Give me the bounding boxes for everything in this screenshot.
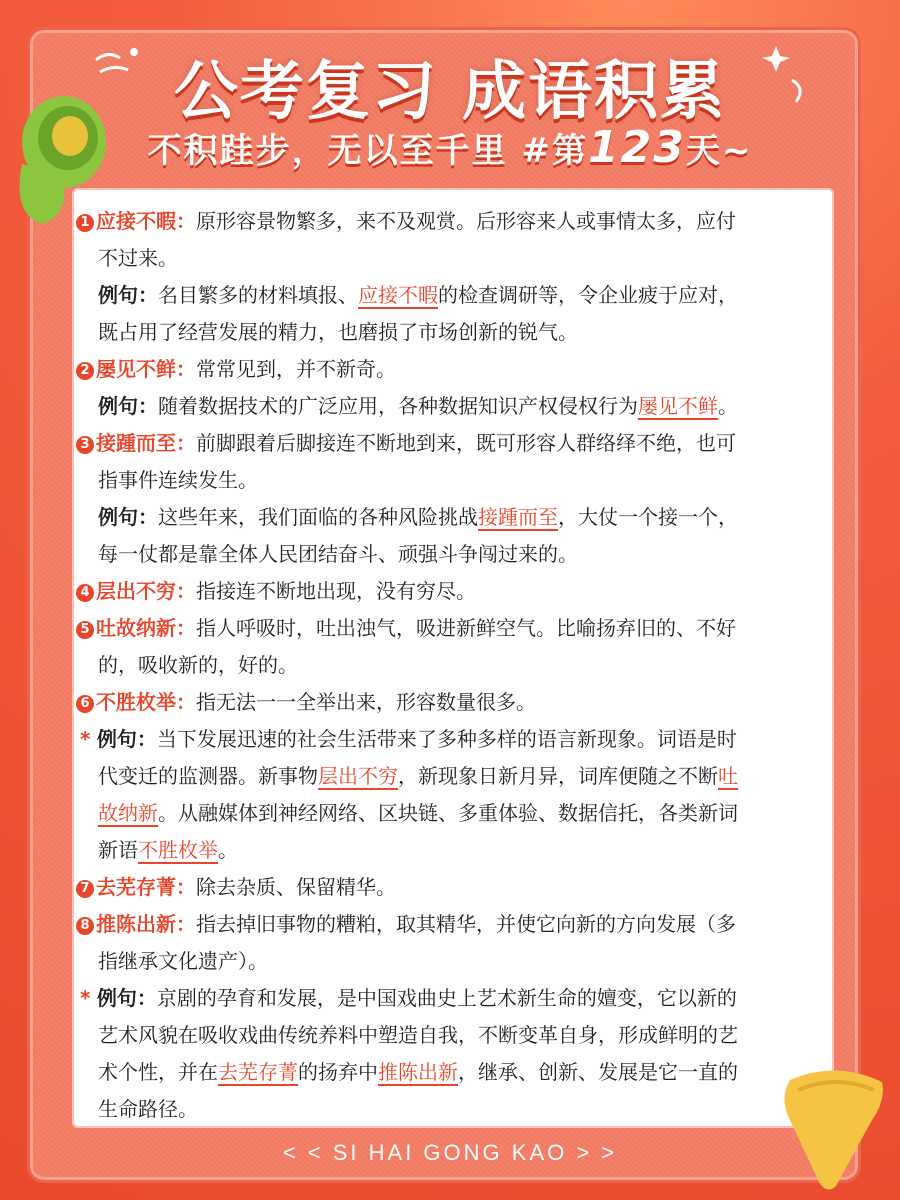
- subtitle-prefix: 不积跬步，无以至千里 #第: [147, 131, 588, 171]
- number-badge: 6: [76, 695, 94, 713]
- idiom-definition: 原形容景物繁多，来不及观赏。后形容来人或事情太多，应付: [196, 209, 736, 233]
- idiom-8-definition-cont: 指继承文化遗产）。: [98, 949, 268, 973]
- number-badge: 3: [76, 436, 94, 454]
- highlighted-idiom: 故纳新: [98, 801, 158, 825]
- combined-example-456-line2: [98, 758, 848, 795]
- idiom-3-definition: [76, 425, 826, 462]
- highlighted-idiom: 接踵而至: [478, 505, 558, 529]
- yellow-triangle-icon: [776, 1060, 896, 1200]
- example-label: 例句：: [96, 986, 157, 1010]
- idiom-term: 屡见不鲜：: [96, 357, 196, 381]
- idiom-4-definition: [76, 573, 826, 610]
- combined-example-78-line3: [98, 1054, 848, 1091]
- example-text: 术个性，并在: [98, 1060, 218, 1084]
- number-badge: 5: [76, 621, 94, 639]
- idiom-term: 吐故纳新：: [96, 616, 196, 640]
- combined-example-78: [80, 980, 830, 1017]
- highlighted-idiom: 不胜枚举: [138, 838, 218, 862]
- highlighted-idiom: 应接不暇: [358, 283, 438, 307]
- example-text: 。: [218, 838, 238, 862]
- combined-example-456-line4: [98, 832, 848, 869]
- idiom-3-example: [98, 499, 848, 536]
- number-badge: 7: [76, 880, 94, 898]
- example-text: 代变迁的监测器。新事物: [98, 764, 318, 788]
- idiom-definition: 指人呼吸时，吐出浊气，吸进新鲜空气。比喻扬弃旧的、不好: [196, 616, 736, 640]
- example-text: 京剧的孕育和发展，是中国戏曲史上艺术新生命的嬗变，它以新的: [156, 986, 737, 1010]
- idiom-7-definition: [76, 869, 826, 906]
- subtitle-suffix: 天~: [685, 131, 753, 171]
- example-text: 。: [718, 394, 738, 418]
- combined-example-456: [80, 721, 830, 758]
- highlighted-idiom: 吐: [718, 764, 738, 788]
- idiom-1-example-cont: 既占用了经营发展的精力，也磨损了市场创新的锐气。: [98, 320, 578, 344]
- combined-example-456-line3: [98, 795, 848, 832]
- page-title: 公考复习 成语积累: [173, 55, 727, 129]
- example-text: ，大仗一个接一个，: [558, 505, 738, 529]
- highlighted-idiom: 屡见不鲜: [638, 394, 718, 418]
- idiom-1-definition: [76, 203, 826, 240]
- example-text: 的检查调研等，令企业疲于应对，: [438, 283, 738, 307]
- idiom-term: 层出不穷：: [96, 579, 196, 603]
- number-badge: 4: [76, 584, 94, 602]
- highlighted-idiom: 层出不穷: [318, 764, 398, 788]
- asterisk-icon: *: [80, 986, 91, 1010]
- footer-brand: < < SI HAI GONG KAO > >: [282, 1140, 618, 1165]
- idiom-5-definition: [76, 610, 826, 647]
- idiom-8-definition: [76, 906, 826, 943]
- idiom-definition: 指去掉旧事物的糟粕，取其精华，并使它向新的方向发展（多: [196, 912, 736, 936]
- idiom-2-definition: [76, 351, 826, 388]
- idiom-definition: 常常见到，并不新奇。: [196, 357, 396, 381]
- example-text: 当下发展迅速的社会生活带来了多种多样的语言新现象。词语是时: [156, 727, 737, 751]
- combined-example-78-line2: 艺术风貌在吸收戏曲传统养料中塑造自我，不断变革自身，形成鲜明的艺: [98, 1023, 738, 1047]
- idiom-3-example-cont: 每一仗都是靠全体人民团结奋斗、顽强斗争闯过来的。: [98, 542, 578, 566]
- example-text: 名目繁多的材料填报、: [158, 283, 358, 307]
- idiom-term: 去芜存菁：: [96, 875, 196, 899]
- idiom-definition: 指接连不断地出现，没有穷尽。: [196, 579, 476, 603]
- day-number: 123: [587, 122, 686, 173]
- example-text: ，继承、创新、发展是它一直的: [458, 1060, 738, 1084]
- idiom-definition: 前脚跟着后脚接连不断地到来，既可形容人群络绎不绝，也可: [196, 431, 736, 455]
- idiom-6-definition: [76, 684, 826, 721]
- example-text: 新语: [98, 838, 138, 862]
- highlighted-idiom: 推陈出新: [378, 1060, 458, 1084]
- example-label: 例句：: [98, 505, 158, 529]
- number-badge: 2: [76, 362, 94, 380]
- idiom-term: 接踵而至：: [96, 431, 196, 455]
- example-label: 例句：: [98, 283, 158, 307]
- idiom-definition: 除去杂质、保留精华。: [196, 875, 396, 899]
- combined-example-78-line4: 生命路径。: [98, 1097, 198, 1121]
- sparkle-icon: [762, 40, 812, 110]
- example-text: ，新现象日新月异，词库便随之不断: [398, 764, 718, 788]
- example-text: 这些年来，我们面临的各种风险挑战: [158, 505, 478, 529]
- idiom-term: 不胜枚举：: [96, 690, 196, 714]
- number-badge: 8: [76, 917, 94, 935]
- idiom-1-example: [98, 277, 848, 314]
- idiom-term: 应接不暇：: [96, 209, 196, 233]
- highlighted-idiom: 去芜存菁: [218, 1060, 298, 1084]
- example-label: 例句：: [98, 394, 158, 418]
- idiom-3-definition-cont: 指事件连续发生。: [98, 468, 258, 492]
- idiom-definition: 指无法一一全举出来，形容数量很多。: [196, 690, 536, 714]
- example-text: 。从融媒体到神经网络、区块链、多重体验、数据信托，各类新词: [158, 801, 738, 825]
- example-text: 随着数据技术的广泛应用，各种数据知识产权侵权行为: [158, 394, 638, 418]
- asterisk-icon: *: [80, 727, 91, 751]
- number-badge: 1: [76, 214, 94, 232]
- idiom-2-example: [98, 388, 848, 425]
- idiom-5-definition-cont: 的，吸收新的，好的。: [98, 653, 298, 677]
- example-label: 例句：: [96, 727, 157, 751]
- idiom-term: 推陈出新：: [96, 912, 196, 936]
- page-subtitle: [0, 122, 900, 173]
- example-text: 的扬弃中: [298, 1060, 378, 1084]
- idiom-1-definition-cont: 不过来。: [98, 246, 178, 270]
